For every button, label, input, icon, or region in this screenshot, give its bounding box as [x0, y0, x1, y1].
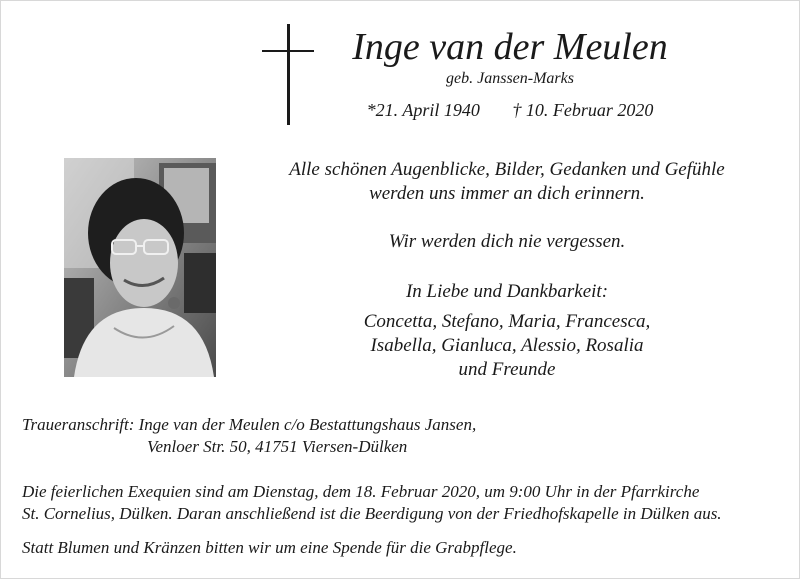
birth-date: *21. April 1940 [366, 100, 480, 120]
mourners-line: und Freunde [458, 359, 556, 380]
service-info [22, 481, 792, 525]
mourning-address: Traueranschrift: Inge van der Meulen c/o Bestattungshaus Jansen, [22, 415, 477, 434]
farewell-line: Wir werden dich nie vergessen. [388, 231, 626, 252]
mourning-address-street: Venloer Str. 50, 41751 Viersen-Dülken [147, 437, 408, 456]
mourners-intro: In Liebe und Dankbarkeit: [405, 281, 609, 302]
deceased-name: Inge van der Meulen [352, 26, 668, 68]
verse-line: Alle schönen Augenblicke, Bilder, Gedanken und Gefühle [289, 159, 725, 180]
mourners-line: Concetta, Stefano, Maria, Francesca, [363, 311, 651, 332]
service-line: Die feierlichen Exequien sind am Dienstag, dem 18. Februar 2020, um 9:00 Uhr in der Pfarrkirche [22, 482, 700, 501]
cross-icon [262, 24, 314, 126]
portrait-photo [64, 158, 216, 377]
maiden-name: geb. Janssen-Marks [446, 70, 574, 87]
life-dates [330, 98, 690, 122]
memorial-verse [262, 158, 752, 206]
service-line: St. Cornelius, Dülken. Daran anschließend ist die Beerdigung von der Friedhofskapelle in Dülken aus. [22, 504, 722, 523]
verse-line: werden uns immer an dich erinnern. [369, 183, 645, 204]
mourners-line: Isabella, Gianluca, Alessio, Rosalia [370, 335, 644, 356]
donation-note: Statt Blumen und Kränzen bitten wir um eine Spende für die Grabpflege. [22, 538, 517, 557]
mourners-block [262, 280, 752, 382]
death-date: † 10. Februar 2020 [512, 100, 654, 120]
